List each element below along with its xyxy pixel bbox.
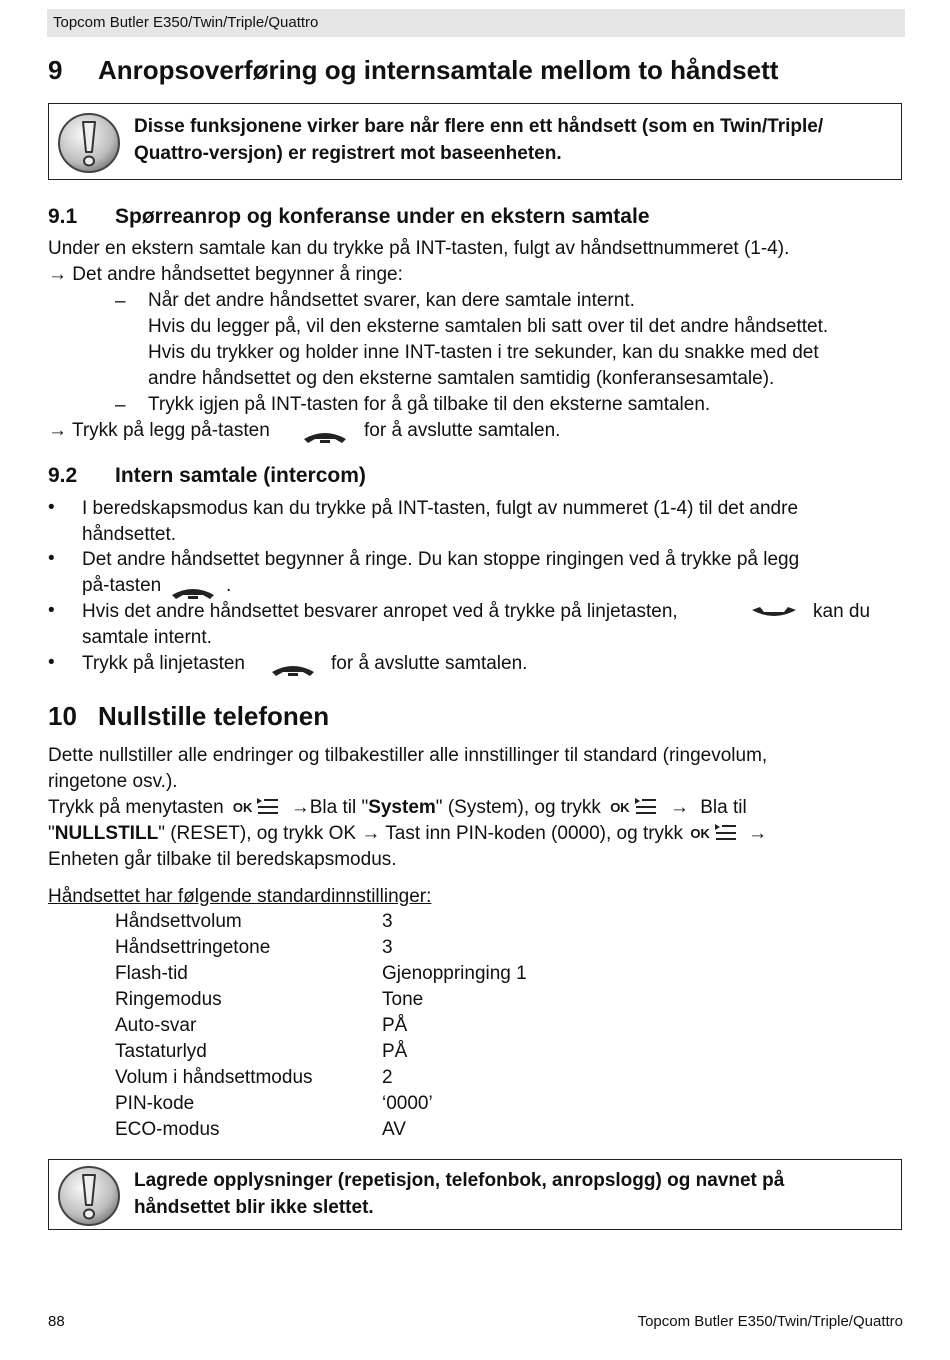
section-title: Spørreanrop og konferanse under en ekstern samtale [115, 205, 650, 228]
setting-value: 3 [382, 937, 393, 958]
paragraph: Det andre håndsettet begynner å ringe: [72, 264, 403, 285]
bullet-item: for å avslutte samtalen. [331, 653, 528, 674]
bullet-marker: • [48, 497, 55, 518]
section-9-2-heading [48, 464, 366, 488]
ok-key-label: OK [690, 826, 710, 841]
defaults-heading: Håndsettet har følgende standardinnstillinger: [48, 886, 432, 907]
arrow-icon: → [290, 797, 310, 819]
text: Trykk på menytasten [48, 797, 224, 819]
instruction-line [48, 795, 747, 821]
setting-name: Håndsettringetone [115, 937, 271, 958]
setting-name: PIN-kode [115, 1093, 195, 1114]
bullet-item: Det andre håndsettet begynner å ringe. Du kan stoppe ringingen ved å trykke på legg [82, 549, 800, 570]
bullet-marker: • [48, 548, 55, 569]
setting-value: ‘0000’ [382, 1093, 433, 1114]
bullet-marker: • [48, 652, 55, 673]
note-text: Quattro-versjon) er registrert mot baseenheten. [134, 143, 562, 164]
text: Bla til [700, 797, 747, 819]
text: " [48, 823, 55, 845]
setting-name: Ringemodus [115, 989, 222, 1010]
ok-menu-key-icon [233, 795, 282, 821]
paragraph-cont: ringetone osv.). [48, 771, 178, 792]
bullet-item: Trykk på linjetasten [82, 653, 245, 674]
setting-name: Håndsettvolum [115, 911, 242, 932]
paragraph: Enheten går tilbake til beredskapsmodus. [48, 849, 397, 870]
arrow-icon: → [48, 420, 67, 441]
ok-key-label: OK [232, 800, 253, 815]
setting-value: AV [382, 1119, 406, 1140]
section-10-heading [48, 701, 329, 732]
dash-marker: – [115, 395, 126, 416]
setting-name: Tastaturlyd [115, 1041, 207, 1062]
running-header: Topcom Butler E350/Twin/Triple/Quattro [47, 9, 905, 37]
arrow-icon: → [361, 823, 381, 845]
section-title: Intern samtale (intercom) [115, 464, 366, 487]
menu-item-name: NULLSTILL [54, 823, 159, 845]
section-number: 10 [48, 701, 77, 731]
arrow-line [48, 418, 270, 444]
dash-marker: – [115, 291, 126, 312]
menu-item-name: System [368, 797, 436, 819]
hang-up-key-icon [302, 429, 348, 450]
ok-menu-key-icon [690, 821, 739, 847]
paragraph: Trykk på legg på-tasten [71, 420, 270, 441]
setting-value: Tone [382, 989, 424, 1010]
dash-item-cont: andre håndsettet og den eksterne samtalen samtidig (konferansesamtale). [148, 368, 775, 389]
bullet-item: Hvis det andre håndsettet besvarer anropet ved å trykke på linjetasten, [82, 601, 678, 622]
text: " (RESET), og trykk OK [158, 823, 357, 845]
arrow-line [48, 262, 403, 288]
setting-name: Volum i håndsettmodus [115, 1067, 313, 1088]
arrow-icon: → [48, 264, 67, 285]
setting-name: Auto-svar [115, 1015, 197, 1036]
paragraph: Dette nullstiller alle endringer og tilbakestiller alle innstillinger til standard (ringevolum, [48, 745, 768, 766]
setting-value: PÅ [382, 1015, 408, 1036]
section-number: 9.2 [48, 464, 78, 487]
arrow-icon: → [669, 797, 689, 819]
section-9-1-heading [48, 205, 650, 229]
bullet-item: I beredskapsmodus kan du trykke på INT-tasten, fulgt av nummeret (1-4) til det andre [82, 498, 799, 519]
text: " (System), og trykk [435, 797, 601, 819]
note-text: Disse funksjonene virker bare når flere enn ett håndsett (som en Twin/Triple/ [134, 116, 824, 137]
text: Tast inn PIN-koden (0000), og trykk [385, 823, 684, 845]
dash-item-cont: Hvis du legger på, vil den eksterne samtalen bli satt over til det andre håndsettet. [148, 316, 829, 337]
page-number: 88 [48, 1313, 65, 1330]
ok-menu-key-icon [610, 795, 659, 821]
bullet-item-cont: samtale internt. [82, 627, 212, 648]
setting-value: 2 [382, 1067, 393, 1088]
dash-item: Når det andre håndsettet svarer, kan dere samtale internt. [148, 290, 635, 311]
paragraph: for å avslutte samtalen. [364, 420, 561, 441]
instruction-line [48, 821, 767, 847]
bullet-item: kan du [813, 601, 871, 622]
section-9-heading [48, 55, 778, 86]
warning-icon [57, 112, 121, 179]
punctuation: . [226, 575, 232, 596]
section-number: 9 [48, 55, 63, 85]
note-box [48, 103, 902, 180]
hang-up-key-icon [270, 662, 316, 683]
footer-title: Topcom Butler E350/Twin/Triple/Quattro [637, 1313, 903, 1330]
section-title: Nullstille telefonen [98, 701, 330, 731]
section-title: Anropsoverføring og internsamtale mellom to håndsett [98, 55, 779, 85]
warning-icon [57, 1165, 121, 1232]
note-text: håndsettet blir ikke slettet. [134, 1197, 374, 1218]
note-text: Lagrede opplysninger (repetisjon, telefonbok, anropslogg) og navnet på [134, 1170, 785, 1191]
dash-item-cont: Hvis du trykker og holder inne INT-tasten i tre sekunder, kan du snakke med det [148, 342, 819, 363]
paragraph: Under en ekstern samtale kan du trykke på INT-tasten, fulgt av håndsettnummeret (1-4). [48, 238, 790, 259]
bullet-item-cont: på-tasten [82, 575, 162, 596]
section-number: 9.1 [48, 205, 78, 228]
setting-value: 3 [382, 911, 393, 932]
note-box [48, 1159, 902, 1230]
setting-value: Gjenoppringing 1 [382, 963, 527, 984]
ok-key-label: OK [610, 800, 630, 815]
setting-name: Flash-tid [115, 963, 188, 984]
line-key-icon [750, 606, 798, 625]
setting-name: ECO-modus [115, 1119, 220, 1140]
arrow-icon: → [748, 823, 768, 845]
text: Bla til " [309, 797, 369, 819]
bullet-item-cont: håndsettet. [82, 524, 177, 545]
bullet-marker: • [48, 600, 55, 621]
setting-value: PÅ [382, 1041, 408, 1062]
dash-item: Trykk igjen på INT-tasten for å gå tilbake til den eksterne samtalen. [148, 394, 711, 415]
